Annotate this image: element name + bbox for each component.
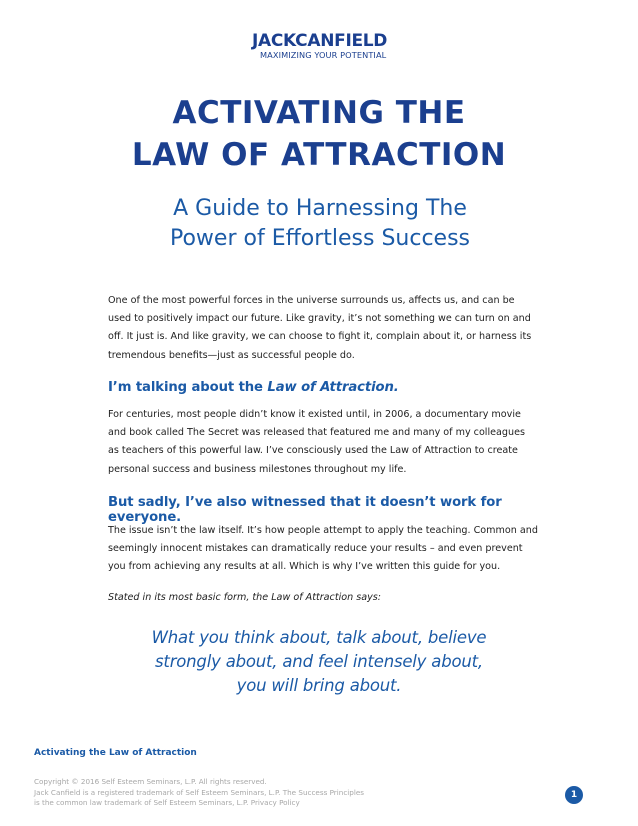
intro-paragraph: One of the most powerful forces in the universe surrounds us, affects us, and can be used to positively impact our future. Like gravity, it’s not something we can turn on and off. It just is. And like gravity, we can choose to fight it, complain about it, or harness its tremendous benefits—just as successful people do. [108, 295, 532, 361]
section-heading-law-of-attraction [108, 380, 548, 395]
subtitle-line-2: Power of Effortless Success [169, 226, 471, 251]
footer-trademark-1: Jack Canfield is a registered trademark of Self Esteem Seminars, L.P. The Success Principles [34, 787, 364, 797]
title-line-1: ACTIVATING THE [172, 95, 466, 131]
issue-paragraph: The issue isn’t the law itself. It’s how people attempt to apply the teaching. Common and seemingly innocent mistakes can dramatically reduce your results – and even prevent you from achieving any results at all. Which is why I’ve written this guide for you. [108, 525, 538, 573]
page-number-badge: 1 [565, 786, 583, 804]
heading-emphasis: Law of Attraction. [267, 380, 399, 395]
heading-prefix: I’m talking about the [108, 380, 268, 395]
section-heading-doesnt-work: But sadly, I’ve also witnessed that it doesn’t work for everyone. [108, 495, 502, 525]
logo-tagline: MAXIMIZING YOUR POTENTIAL [260, 50, 387, 60]
history-paragraph: For centuries, most people didn’t know it existed until, in 2006, a documentary movie and book called The Secret was released that featured me and many of my colleagues as teachers of this powerful law. I’ve consciously used the Law of Attraction to create personal success and business milestones throughout my life. [108, 409, 525, 475]
page-subtitle [60, 194, 580, 254]
law-quote [100, 626, 538, 698]
logo-name: JACKCANFIELD [252, 31, 388, 51]
subtitle-line-1: A Guide to Harnessing The [173, 196, 467, 221]
footer-trademark-2: is the common law trademark of Self Esteem Seminars, L.P. Privacy Policy [34, 798, 300, 807]
title-line-2: LAW OF ATTRACTION [131, 137, 507, 173]
page-title [0, 92, 638, 176]
quote-line-3: you will bring about. [236, 676, 402, 695]
quote-line-1: What you think about, talk about, believe [151, 628, 487, 647]
brand-logo [252, 32, 392, 60]
footer-legal [34, 777, 454, 809]
quote-line-2: strongly about, and feel intensely about, [155, 652, 483, 671]
footer-title: Activating the Law of Attraction [34, 748, 197, 758]
stated-lead-in: Stated in its most basic form, the Law of Attraction says: [108, 592, 382, 603]
footer-copyright: Copyright © 2016 Self Esteem Seminars, L.P. All rights reserved. [34, 777, 267, 786]
